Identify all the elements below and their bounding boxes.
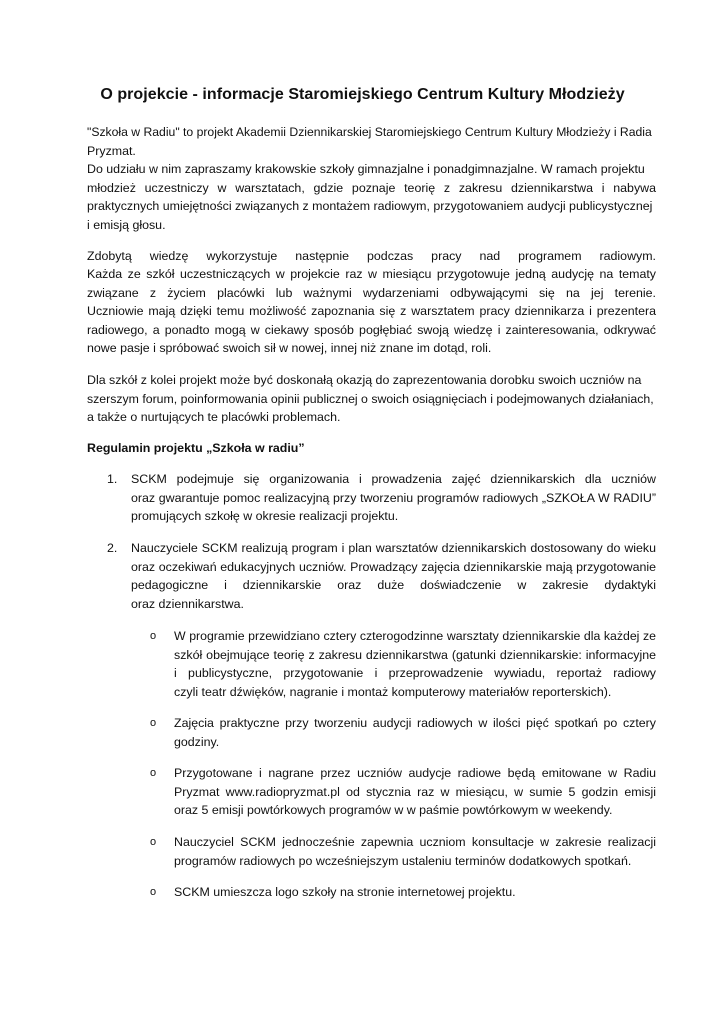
text-line: oraz 5 emisji powtórkowych programów w w paśmie powtórkowym w weekendy. bbox=[174, 803, 613, 817]
text-line: Zdobytą wiedzę wykorzystuje następnie podczas pracy nad programem radiowym. bbox=[87, 248, 656, 263]
text-line: promujących szkołę w okresie realizacji projektu. bbox=[131, 509, 399, 523]
text-line: szkół obejmujące teorię z zakresu dziennikarstwa (gatunki dziennikarskie: informacyjne bbox=[174, 647, 656, 662]
text-line: Zajęcia praktyczne przy tworzeniu audycji radiowych w ilości pięć spotkań po cztery bbox=[174, 716, 656, 730]
text-line: młodzież uczestniczy w warsztatach, gdzie poznaje teorię z zakresu dziennikarstwa i nabywa bbox=[87, 180, 656, 195]
text-line: oraz oczekiwań edukacyjnych uczniów. Prowadzący zajęcia dziennikarskie mają przygotowanie bbox=[131, 559, 656, 574]
bullet-circle-icon: o bbox=[150, 836, 157, 848]
bullet-circle-icon: o bbox=[150, 717, 157, 729]
text-line: Pryzmat www.radiopryzmat.pl od stycznia raz w miesiącu, w sumie 5 godzin emisji bbox=[174, 784, 656, 799]
text-line: "Szkoła w Radiu" to projekt Akademii Dziennikarskiej Staromiejskiego Centrum Kultury Młodzieży i Radia bbox=[87, 125, 652, 139]
text-line: Nauczyciele SCKM realizują program i plan warsztatów dziennikarskich dostosowany do wieku bbox=[131, 541, 656, 555]
text-line: Do udziału w nim zapraszamy krakowskie szkoły gimnazjalne i ponadgimnazjalne. W ramach projektu bbox=[87, 162, 645, 176]
text-line: Przygotowane i nagrane przez uczniów audycje radiowe będą emitowane w Radiu bbox=[174, 766, 656, 780]
text-line: związane z życiem placówki lub ważnymi wydarzeniami odbywającymi się na jej terenie. bbox=[87, 285, 656, 300]
text-line: a także o nurtujących te placówki problemach. bbox=[87, 410, 341, 424]
text-line: pedagogiczne i dziennikarskie oraz duże doświadczenie w zakresie dydaktyki bbox=[131, 578, 656, 592]
bullet-circle-icon: o bbox=[150, 767, 157, 779]
text-line: SCKM umieszcza logo szkoły na stronie internetowej projektu. bbox=[174, 885, 516, 899]
text-line: praktycznych umiejętności związanych z montażem radiowym, przygotowaniem audycji publicystycznej bbox=[87, 199, 653, 213]
text-line: szerszym forum, poinformowania opinii publicznej o swoich osiągnięciach i podejmowanych działaniach, bbox=[87, 391, 654, 406]
text-line: nowe pasje i spróbować swoich sił w nowej, innej niż znane im dotąd, roli. bbox=[87, 341, 492, 355]
text-line: radiowego, a ponadto mogą w ciekawy sposób pogłębiać swoją wiedzę i zainteresowania, odkrywać bbox=[87, 322, 656, 337]
text-line: Każda ze szkół uczestniczących w projekcie raz w miesiącu przygotowuje jedną audycję na tematy bbox=[87, 267, 656, 281]
section-heading: Regulamin projektu „Szkoła w radiu” bbox=[87, 441, 305, 455]
list-number: 2. bbox=[107, 541, 118, 555]
text-line: SCKM podejmuje się organizowania i prowadzenia zajęć dziennikarskich dla uczniów bbox=[131, 472, 656, 486]
text-line: czyli teatr dźwięków, nagranie i montaż komputerowy materiałów reporterskich). bbox=[174, 684, 612, 699]
text-line: oraz gwarantuje pomoc realizacyjną przy tworzeniu programów radiowych „SZKOŁA W RADIU” bbox=[131, 490, 656, 505]
text-line: programów radiowych po wcześniejszym ustaleniu terminów dodatkowych spotkań. bbox=[174, 853, 632, 868]
text-line: W programie przewidziano cztery czterogodzinne warsztaty dziennikarskie dla każdej ze bbox=[174, 629, 656, 643]
text-line: Nauczyciel SCKM jednocześnie zapewnia uczniom konsultacje w zakresie realizacji bbox=[174, 835, 656, 849]
text-line: Pryzmat. bbox=[87, 143, 136, 158]
text-line: godziny. bbox=[174, 734, 220, 749]
text-line: Dla szkół z kolei projekt może być doskonałą okazją do zaprezentowania dorobku swoich uczniów na bbox=[87, 373, 642, 387]
text-line: oraz dziennikarstwa. bbox=[131, 596, 244, 611]
bullet-circle-icon: o bbox=[150, 630, 157, 642]
text-line: i publicystyczne, przygotowanie i przeprowadzenie wywiadu, reportaż radiowy bbox=[174, 666, 656, 680]
page-title: O projekcie - informacje Staromiejskiego Centrum Kultury Młodzieży bbox=[100, 86, 625, 103]
list-number: 1. bbox=[107, 472, 118, 486]
text-line: Uczniowie mają dzięki temu możliwość zapoznania się z warsztatem pracy dziennikarza i prezentera bbox=[87, 304, 656, 318]
bullet-circle-icon: o bbox=[150, 886, 157, 898]
text-line: i emisją głosu. bbox=[87, 217, 166, 232]
